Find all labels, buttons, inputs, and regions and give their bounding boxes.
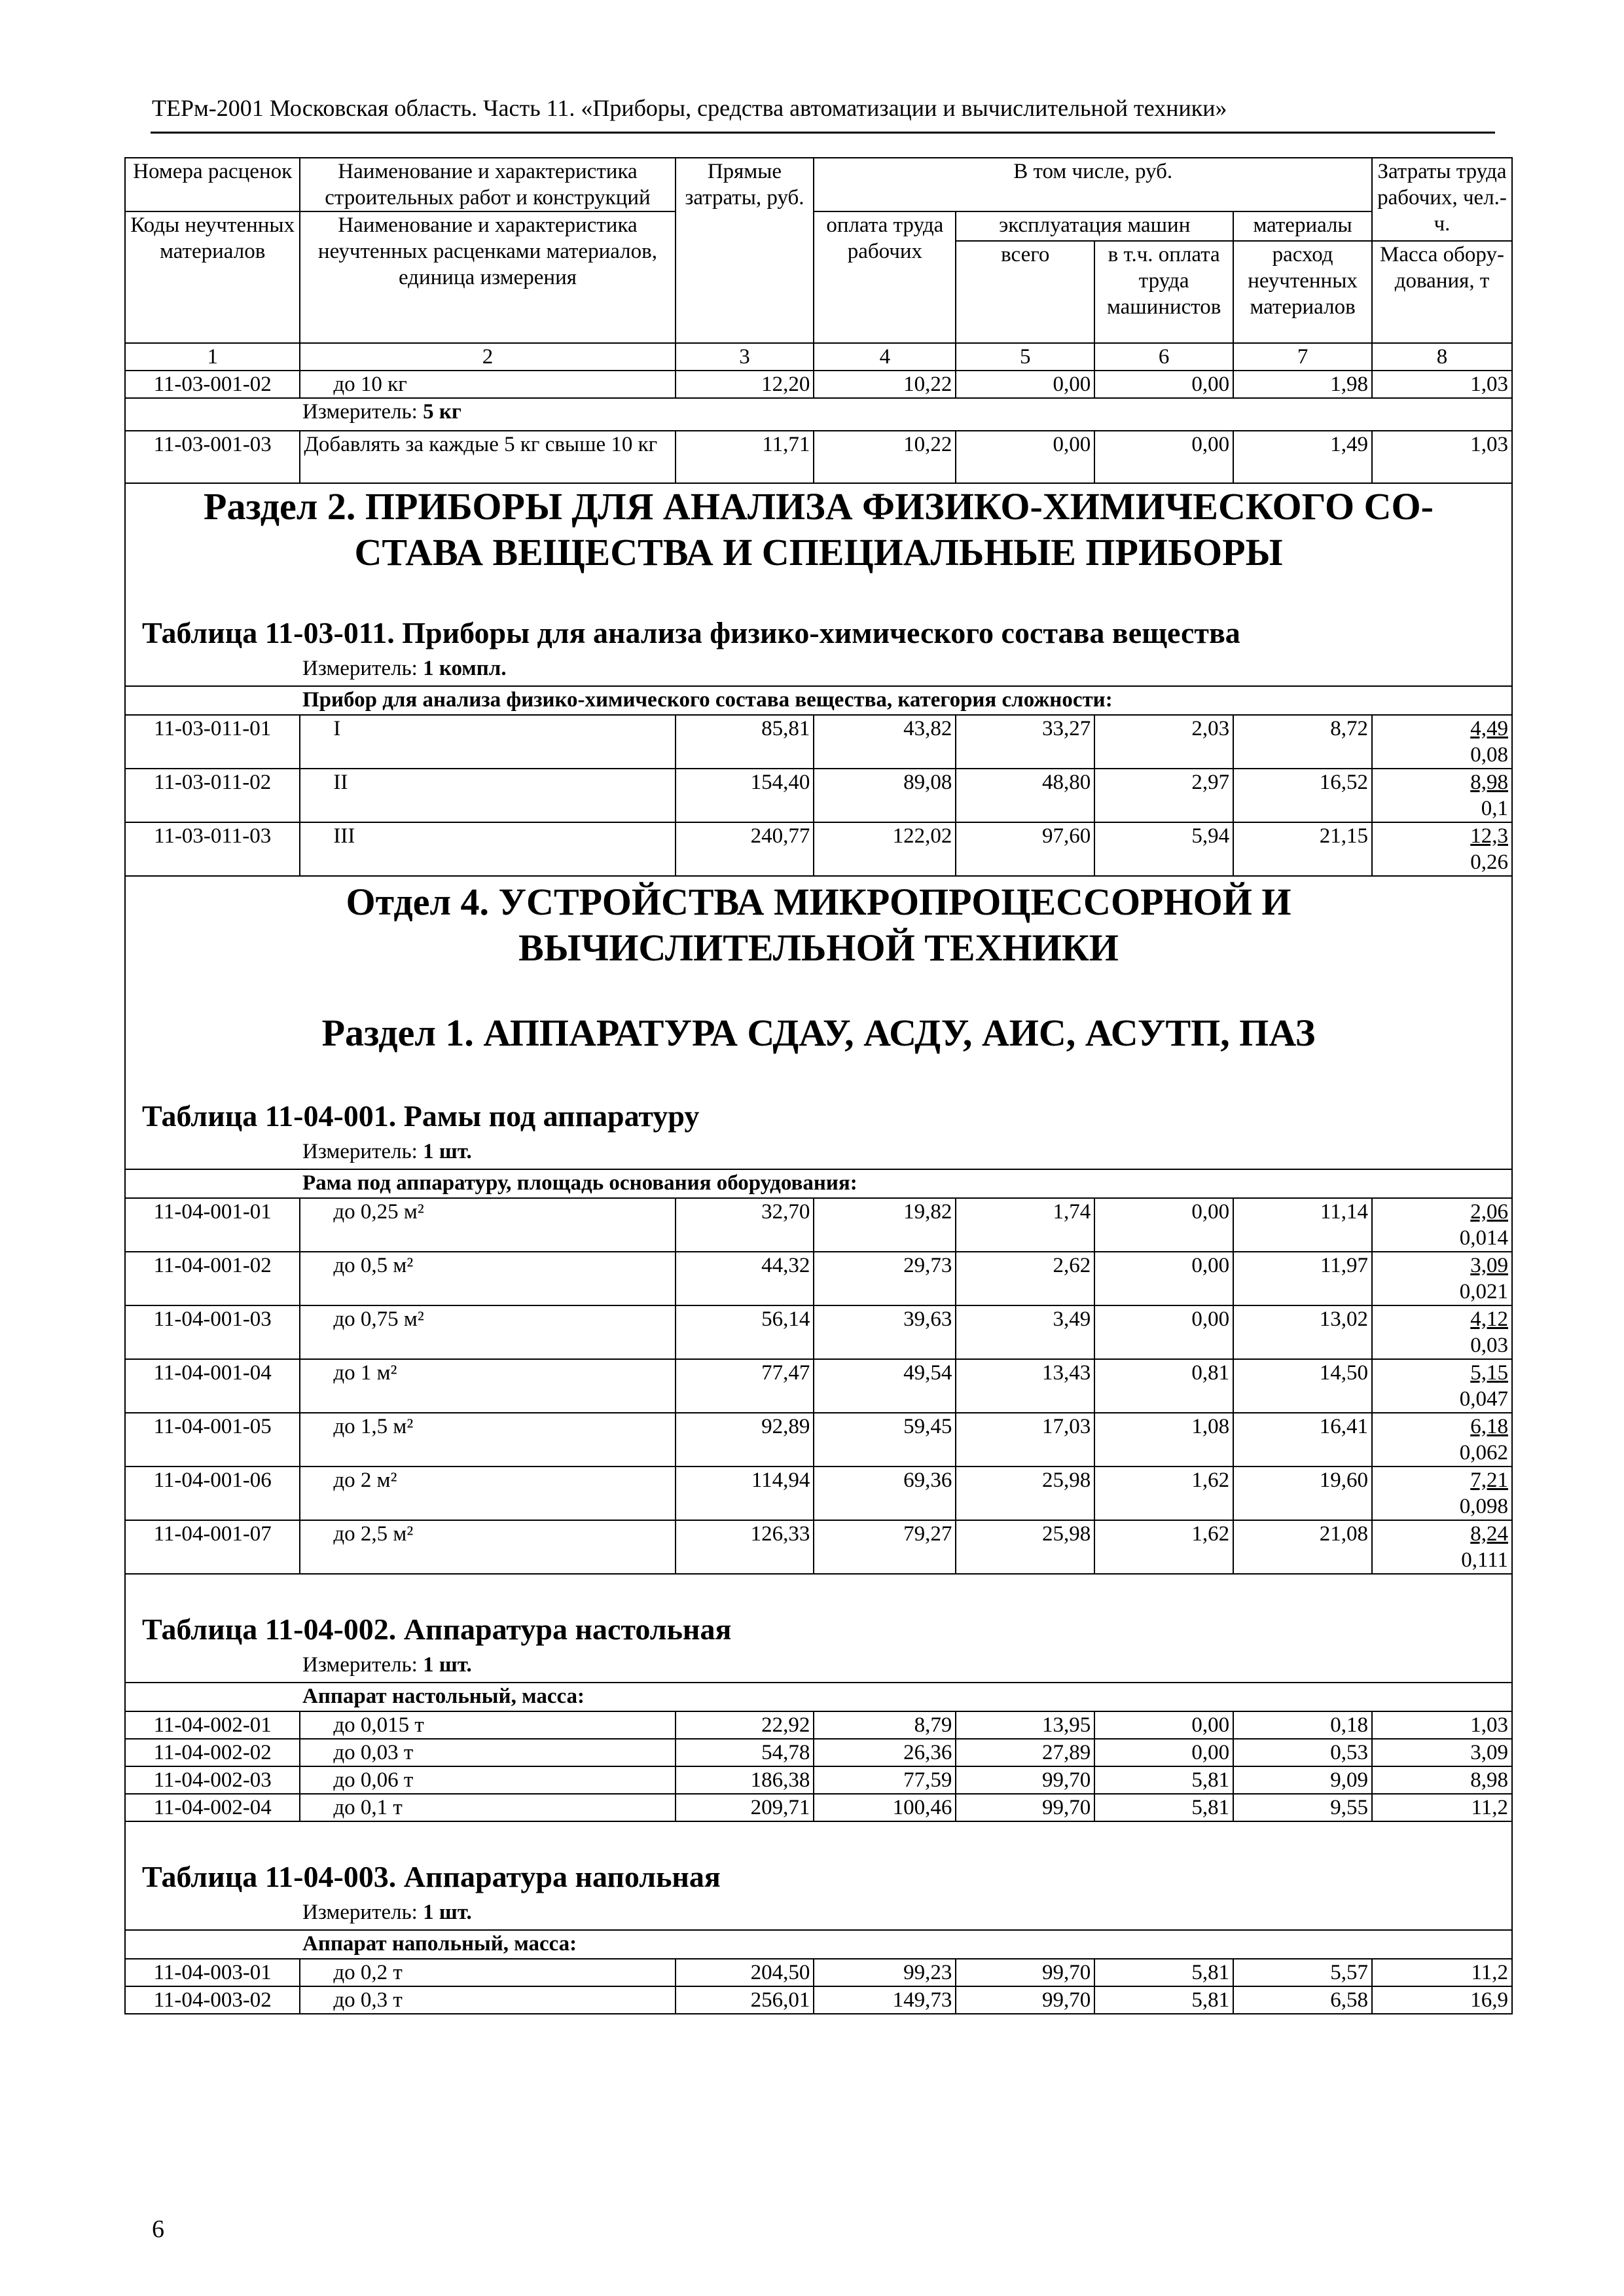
value-cell: 1,74: [956, 1198, 1094, 1252]
value-cell: 25,98: [956, 1520, 1094, 1574]
rate-code: 11-04-001-05: [125, 1413, 300, 1467]
labor-value: 4,12: [1470, 1307, 1508, 1331]
table-title: Таблица 11-04-002. Аппаратура настольная: [142, 1613, 732, 1646]
col7-header: расход неучтенных материалов: [1233, 241, 1372, 343]
measure-value: 1 шт.: [423, 1653, 472, 1677]
header-rule: [151, 132, 1495, 134]
labor-value: 6,18: [1470, 1415, 1508, 1438]
labor-mass-cell: [1372, 715, 1512, 769]
machines-header: эксплуатация машин: [956, 211, 1233, 241]
value-cell: 100,46: [814, 1794, 956, 1821]
section-block: [125, 876, 1512, 1169]
mass-value: 0,03: [1470, 1334, 1508, 1357]
rate-code: 11-03-001-02: [125, 371, 300, 398]
measure-value: 1 компл.: [423, 657, 507, 680]
rate-code: 11-04-001-06: [125, 1467, 300, 1520]
table-row: [125, 1959, 1512, 1986]
rate-name: до 0,1 т: [300, 1794, 675, 1821]
section-title: Отдел 4. УСТРОЙСТВА МИКРОПРОЦЕССОРНОЙ И: [346, 881, 1291, 923]
col8-header-b: Масса обору-дования, т: [1372, 241, 1512, 343]
table-title: Таблица 11-03-011. Приборы для анализа физико-химического состава вещества: [142, 616, 1240, 649]
value-cell: 0,00: [1094, 1252, 1233, 1305]
col8-header-a: Затраты труда рабочих, чел.-ч.: [1372, 158, 1512, 241]
value-cell: 79,27: [814, 1520, 956, 1574]
value-cell: 0,00: [1094, 431, 1233, 483]
value-cell: 56,14: [676, 1305, 814, 1359]
measure-label: Измеритель:: [302, 1653, 418, 1677]
col5-header: всего: [956, 241, 1094, 343]
value-cell: 1,03: [1372, 371, 1512, 398]
value-cell: 29,73: [814, 1252, 956, 1305]
category-line: Аппарат напольный, масса:: [302, 1932, 577, 1956]
rate-name: до 0,75 м²: [300, 1305, 675, 1359]
value-cell: 3,49: [956, 1305, 1094, 1359]
rate-code: 11-03-011-01: [125, 715, 300, 769]
labor-mass-cell: [1372, 769, 1512, 822]
table-row: [125, 822, 1512, 876]
table-row: [125, 1986, 1512, 2014]
rate-name: I: [300, 715, 675, 769]
value-cell: 19,82: [814, 1198, 956, 1252]
rate-name: III: [300, 822, 675, 876]
table-row: [125, 715, 1512, 769]
rate-code: 11-04-002-03: [125, 1766, 300, 1794]
col-index: 1: [125, 343, 300, 371]
table-row: [125, 1711, 1512, 1739]
value-cell: 0,00: [1094, 1739, 1233, 1766]
labor-mass-cell: [1372, 1252, 1512, 1305]
category-line: Рама под аппаратуру, площадь основания оборудования:: [302, 1171, 857, 1195]
value-cell: 11,2: [1372, 1959, 1512, 1986]
rate-name: до 0,25 м²: [300, 1198, 675, 1252]
section-block: [125, 483, 1512, 686]
value-cell: 59,45: [814, 1413, 956, 1467]
value-cell: 99,70: [956, 1959, 1094, 1986]
labor-mass-cell: [1372, 1413, 1512, 1467]
labor-value: 3,09: [1470, 1254, 1508, 1277]
value-cell: 89,08: [814, 769, 956, 822]
labor-mass-cell: [1372, 1305, 1512, 1359]
value-cell: 256,01: [676, 1986, 814, 2014]
value-cell: 0,00: [1094, 1711, 1233, 1739]
price-table: [124, 157, 1513, 2014]
measure-value: 5 кг: [423, 400, 461, 424]
rate-code: 11-04-001-04: [125, 1359, 300, 1413]
value-cell: 149,73: [814, 1986, 956, 2014]
incl-header: В том числе, руб.: [814, 158, 1372, 211]
mass-value: 0,1: [1481, 797, 1508, 820]
value-cell: 5,94: [1094, 822, 1233, 876]
value-cell: 25,98: [956, 1467, 1094, 1520]
section-title: Раздел 1. АППАРАТУРА СДАУ, АСДУ, АИС, АСУТП, ПАЗ: [321, 1011, 1316, 1054]
value-cell: 1,03: [1372, 1711, 1512, 1739]
col3-header: Прямые затраты, руб.: [676, 158, 814, 343]
rate-code: 11-04-003-02: [125, 1986, 300, 2014]
value-cell: 16,41: [1233, 1413, 1372, 1467]
value-cell: 54,78: [676, 1739, 814, 1766]
value-cell: 16,52: [1233, 769, 1372, 822]
value-cell: 0,53: [1233, 1739, 1372, 1766]
value-cell: 9,55: [1233, 1794, 1372, 1821]
value-cell: 11,2: [1372, 1794, 1512, 1821]
value-cell: 33,27: [956, 715, 1094, 769]
value-cell: 1,03: [1372, 431, 1512, 483]
col-index: 6: [1094, 343, 1233, 371]
rate-name: до 1 м²: [300, 1359, 675, 1413]
value-cell: 11,14: [1233, 1198, 1372, 1252]
rate-code: 11-03-011-03: [125, 822, 300, 876]
rate-name: II: [300, 769, 675, 822]
value-cell: 8,72: [1233, 715, 1372, 769]
value-cell: 0,18: [1233, 1711, 1372, 1739]
labor-mass-cell: [1372, 822, 1512, 876]
value-cell: 11,97: [1233, 1252, 1372, 1305]
section-title: Раздел 2. ПРИБОРЫ ДЛЯ АНАЛИЗА ФИЗИКО-ХИМИЧЕСКОГО СО-: [204, 485, 1434, 528]
rate-code: 11-04-002-01: [125, 1711, 300, 1739]
table-title: Таблица 11-04-001. Рамы под аппаратуру: [142, 1099, 700, 1133]
table-row: [125, 1252, 1512, 1305]
rate-name: до 0,03 т: [300, 1739, 675, 1766]
value-cell: 126,33: [676, 1520, 814, 1574]
col1-header-a: Номера расценок: [125, 158, 300, 211]
labor-value: 2,06: [1470, 1200, 1508, 1224]
table-row: [125, 1739, 1512, 1766]
table-row: [125, 1359, 1512, 1413]
table-row: [125, 1794, 1512, 1821]
value-cell: 1,08: [1094, 1413, 1233, 1467]
value-cell: 77,59: [814, 1766, 956, 1794]
page-number: 6: [152, 2215, 164, 2243]
value-cell: 99,70: [956, 1986, 1094, 2014]
value-cell: 2,03: [1094, 715, 1233, 769]
rate-code: 11-04-002-04: [125, 1794, 300, 1821]
value-cell: 22,92: [676, 1711, 814, 1739]
labor-mass-cell: [1372, 1198, 1512, 1252]
materials-header: материалы: [1233, 211, 1372, 241]
value-cell: 92,89: [676, 1413, 814, 1467]
measure-label: Измеритель:: [302, 400, 418, 424]
mass-value: 0,062: [1459, 1441, 1508, 1465]
measure-label: Измеритель:: [302, 1901, 418, 1924]
rate-code: 11-04-002-02: [125, 1739, 300, 1766]
mass-value: 0,047: [1459, 1387, 1508, 1411]
value-cell: 122,02: [814, 822, 956, 876]
value-cell: 1,98: [1233, 371, 1372, 398]
value-cell: 1,62: [1094, 1520, 1233, 1574]
value-cell: 13,95: [956, 1711, 1094, 1739]
mass-value: 0,098: [1459, 1495, 1508, 1518]
value-cell: 13,02: [1233, 1305, 1372, 1359]
rate-code: 11-04-001-03: [125, 1305, 300, 1359]
section-block: [125, 1574, 1512, 1683]
col-index: 7: [1233, 343, 1372, 371]
mass-value: 0,021: [1459, 1280, 1508, 1303]
value-cell: 43,82: [814, 715, 956, 769]
rate-name: до 0,06 т: [300, 1766, 675, 1794]
labor-value: 5,15: [1470, 1361, 1508, 1385]
value-cell: 99,70: [956, 1794, 1094, 1821]
rate-name: до 2 м²: [300, 1467, 675, 1520]
section-block: [125, 1821, 1512, 1930]
table-row: [125, 1198, 1512, 1252]
value-cell: 9,09: [1233, 1766, 1372, 1794]
labor-value: 8,24: [1470, 1522, 1508, 1546]
value-cell: 49,54: [814, 1359, 956, 1413]
value-cell: 10,22: [814, 431, 956, 483]
table-row: [125, 371, 1512, 398]
value-cell: 14,50: [1233, 1359, 1372, 1413]
category-line: Аппарат настольный, масса:: [302, 1685, 585, 1708]
rate-name: до 0,2 т: [300, 1959, 675, 1986]
value-cell: 39,63: [814, 1305, 956, 1359]
value-cell: 154,40: [676, 769, 814, 822]
value-cell: 114,94: [676, 1467, 814, 1520]
labor-value: 8,98: [1470, 771, 1508, 794]
value-cell: 99,23: [814, 1959, 956, 1986]
value-cell: 1,62: [1094, 1467, 1233, 1520]
value-cell: 97,60: [956, 822, 1094, 876]
measure-label: Измеритель:: [302, 1140, 418, 1163]
value-cell: 48,80: [956, 769, 1094, 822]
mass-value: 0,26: [1470, 850, 1508, 874]
col-index: 8: [1372, 343, 1512, 371]
value-cell: 85,81: [676, 715, 814, 769]
value-cell: 19,60: [1233, 1467, 1372, 1520]
col2-header-a: Наименование и характеристика строительных работ и конструкций: [300, 158, 675, 211]
measure-value: 1 шт.: [423, 1901, 472, 1924]
value-cell: 186,38: [676, 1766, 814, 1794]
labor-value: 4,49: [1470, 717, 1508, 740]
value-cell: 0,00: [956, 431, 1094, 483]
col2-header-b: Наименование и характеристика неучтенных расценками материалов, единица измерения: [300, 211, 675, 343]
mass-value: 0,111: [1461, 1548, 1508, 1572]
value-cell: 209,71: [676, 1794, 814, 1821]
value-cell: 10,22: [814, 371, 956, 398]
rate-name: Добавлять за каждые 5 кг свыше 10 кг: [300, 431, 675, 483]
rate-name: до 1,5 м²: [300, 1413, 675, 1467]
rate-name: до 0,015 т: [300, 1711, 675, 1739]
value-cell: 0,00: [1094, 1305, 1233, 1359]
value-cell: 21,15: [1233, 822, 1372, 876]
section-title: ВЫЧИСЛИТЕЛЬНОЙ ТЕХНИКИ: [518, 926, 1119, 969]
page-header-title: ТЕРм-2001 Московская область. Часть 11. «Приборы, средства автоматизации и вычислительной техники»: [152, 95, 1227, 121]
value-cell: 8,79: [814, 1711, 956, 1739]
value-cell: 5,81: [1094, 1959, 1233, 1986]
rate-code: 11-04-001-07: [125, 1520, 300, 1574]
value-cell: 16,9: [1372, 1986, 1512, 2014]
rate-code: 11-03-001-03: [125, 431, 300, 483]
value-cell: 5,81: [1094, 1766, 1233, 1794]
mass-value: 0,08: [1470, 743, 1508, 767]
value-cell: 240,77: [676, 822, 814, 876]
measure-value: 1 шт.: [423, 1140, 472, 1163]
value-cell: 44,32: [676, 1252, 814, 1305]
measure-label: Измеритель:: [302, 657, 418, 680]
value-cell: 27,89: [956, 1739, 1094, 1766]
rate-code: 11-04-001-02: [125, 1252, 300, 1305]
col-index: 3: [676, 343, 814, 371]
value-cell: 5,81: [1094, 1986, 1233, 2014]
rate-name: до 0,3 т: [300, 1986, 675, 2014]
value-cell: 0,81: [1094, 1359, 1233, 1413]
value-cell: 77,47: [676, 1359, 814, 1413]
rate-name: до 10 кг: [300, 371, 675, 398]
labor-value: 7,21: [1470, 1468, 1508, 1492]
value-cell: 21,08: [1233, 1520, 1372, 1574]
value-cell: 5,81: [1094, 1794, 1233, 1821]
value-cell: 69,36: [814, 1467, 956, 1520]
col-index: 5: [956, 343, 1094, 371]
rate-name: до 0,5 м²: [300, 1252, 675, 1305]
value-cell: 5,57: [1233, 1959, 1372, 1986]
rate-name: до 2,5 м²: [300, 1520, 675, 1574]
table-row: [125, 1305, 1512, 1359]
value-cell: 13,43: [956, 1359, 1094, 1413]
table-row: [125, 1413, 1512, 1467]
col-index: 4: [814, 343, 956, 371]
col4-header: оплата труда рабочих: [814, 211, 956, 343]
section-title: СТАВА ВЕЩЕСТВА И СПЕЦИАЛЬНЫЕ ПРИБОРЫ: [354, 531, 1283, 574]
table-row: [125, 1766, 1512, 1794]
value-cell: 0,00: [956, 371, 1094, 398]
value-cell: 32,70: [676, 1198, 814, 1252]
value-cell: 204,50: [676, 1959, 814, 1986]
col1-header-b: Коды неучтенных материалов: [125, 211, 300, 343]
value-cell: 3,09: [1372, 1739, 1512, 1766]
table-row: [125, 431, 1512, 483]
category-line: Прибор для анализа физико-химического состава вещества, категория сложности:: [302, 688, 1113, 712]
table-row: [125, 769, 1512, 822]
value-cell: 6,58: [1233, 1986, 1372, 2014]
mass-value: 0,014: [1459, 1226, 1508, 1250]
rate-code: 11-04-003-01: [125, 1959, 300, 1986]
value-cell: 0,00: [1094, 371, 1233, 398]
table-row: [125, 1467, 1512, 1520]
rate-code: 11-04-001-01: [125, 1198, 300, 1252]
value-cell: 8,98: [1372, 1766, 1512, 1794]
value-cell: 2,97: [1094, 769, 1233, 822]
value-cell: 12,20: [676, 371, 814, 398]
labor-mass-cell: [1372, 1467, 1512, 1520]
value-cell: 17,03: [956, 1413, 1094, 1467]
value-cell: 99,70: [956, 1766, 1094, 1794]
value-cell: 1,49: [1233, 431, 1372, 483]
value-cell: 2,62: [956, 1252, 1094, 1305]
labor-value: 12,3: [1470, 824, 1508, 848]
table-row: [125, 1520, 1512, 1574]
labor-mass-cell: [1372, 1520, 1512, 1574]
col-index: 2: [300, 343, 675, 371]
table-title: Таблица 11-04-003. Аппаратура напольная: [142, 1860, 721, 1893]
value-cell: 26,36: [814, 1739, 956, 1766]
value-cell: 11,71: [676, 431, 814, 483]
col6-header: в т.ч. оплата труда машинистов: [1094, 241, 1233, 343]
measure-row: [125, 398, 1512, 431]
value-cell: 0,00: [1094, 1198, 1233, 1252]
rate-code: 11-03-011-02: [125, 769, 300, 822]
labor-mass-cell: [1372, 1359, 1512, 1413]
